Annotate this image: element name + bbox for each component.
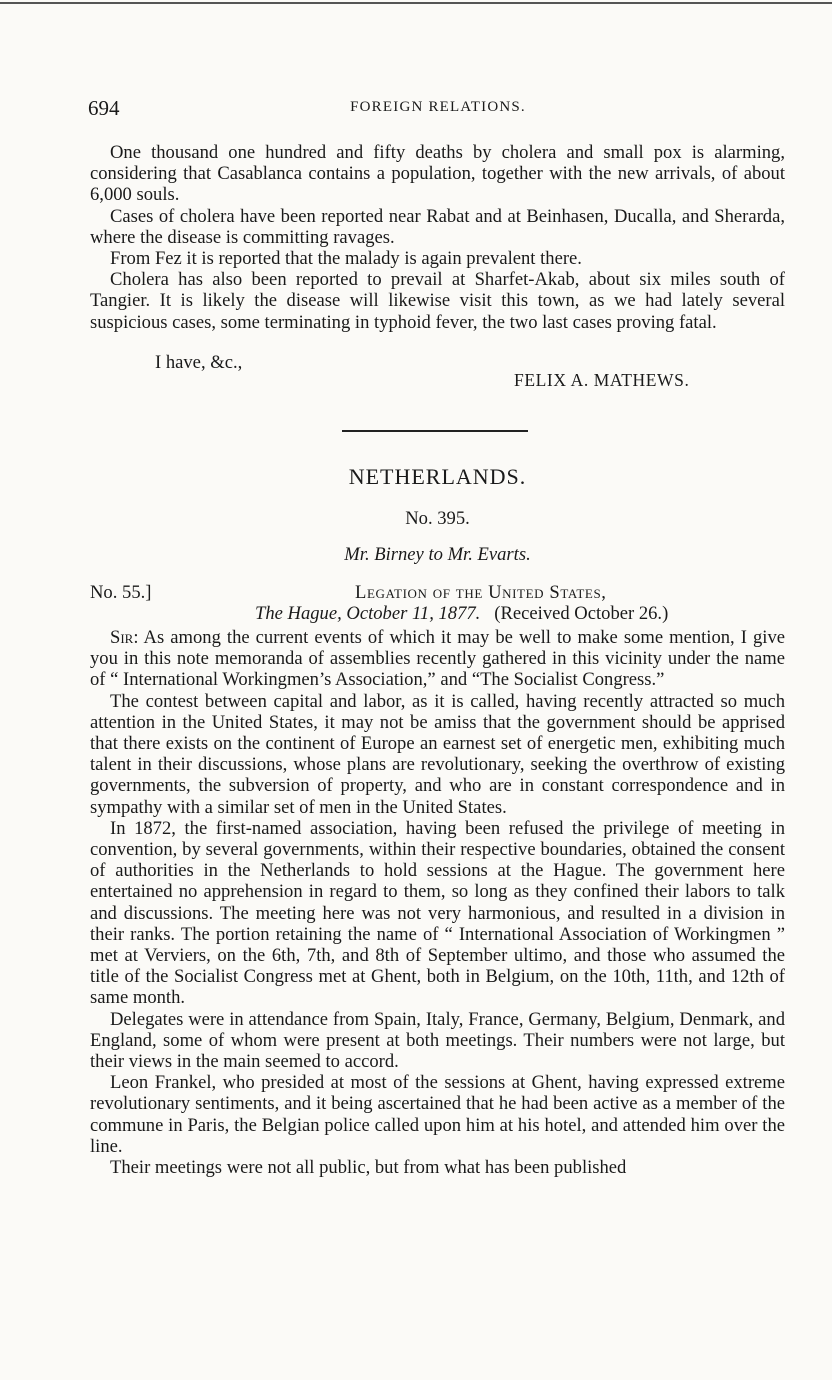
signature: FELIX A. MATHEWS. — [514, 370, 690, 390]
paragraph: The contest between capital and labor, as it is called, having recently attracted so much attention in the United States, it may not be amiss that the government should be apprised that there exists on the continent of Europe an earnest set of energetic men, exhibiting much talent in their discussions, whose plans are revolutionary, seeking the overthrow of existing governments, the subversion of property, and who are in constant correspondence and in sympathy with a similar set of men in the United States. — [90, 690, 785, 818]
paragraph: Cholera has also been reported to prevail at Sharfet-Akab, about six miles south of Tangier. It is likely the disease will likewise visit this town, as we had lately several suspicious cases, some terminating in typhoid fever, the two last cases proving fatal. — [90, 269, 785, 333]
section-title: NETHERLANDS. — [348, 464, 527, 489]
document-number: No. 395. — [405, 508, 470, 529]
document-heading: Mr. Birney to Mr. Evarts. — [344, 544, 531, 565]
paragraph: Delegates were in attendance from Spain, Italy, France, Germany, Belgium, Denmark, and England, some of whom were present at both meetings. Their numbers were not large, but their views in the main seemed to accord. — [90, 1008, 785, 1073]
letter-closing: I have, &c., — [155, 352, 243, 373]
paragraph: Leon Frankel, who presided at most of the sessions at Ghent, having expressed extreme revolutionary sentiments, and it being ascertained that he had been active as a member of the commune in Paris, the Belgian police called upon him at his hotel, and attended him over the line. — [90, 1072, 785, 1157]
top-border-rule — [0, 2, 832, 4]
paragraph: Cases of cholera have been reported near Rabat and at Beinhasen, Ducalla, and Sherarda, where the disease is committing ravages. — [90, 205, 785, 248]
paragraph: One thousand one hundred and fifty deaths by cholera and small pox is alarming, considering that Casablanca contains a population, together with the new arrivals, of about 6,000 souls. — [90, 142, 785, 206]
first-paragraph — [90, 627, 785, 691]
page-number: 694 — [88, 96, 120, 120]
running-head: FOREIGN RELATIONS. — [350, 99, 526, 115]
page-header — [88, 96, 788, 122]
paragraph: In 1872, the first-named association, having been refused the privilege of meeting in convention, by several governments, within their respective boundaries, obtained the consent of authorities in the Netherlands to hold sessions at the Hague. The government here entertained no apprehension in regard to them, so long as they confined their labors to talk and discussions. The meeting here was not very harmonious, and resulted in a division in their ranks. The portion retaining the name of “ International Association of Workingmen ” met at Verviers, on the 6th, 7th, and 8th of September ultimo, and those who assumed the title of the Socialist Congress met at Ghent, both in Belgium, on the 10th, 11th, and 12th of same month. — [90, 817, 785, 1009]
paragraph: From Fez it is reported that the malady is again prevalent there. — [110, 248, 582, 270]
legation-line: Legation of the United States, — [355, 582, 607, 603]
dispatch-body — [90, 627, 785, 1178]
date-line — [255, 603, 668, 625]
dispatch-number: No. 55.] — [90, 582, 152, 603]
salutation: Sir: — [110, 627, 139, 648]
paragraph: Their meetings were not all public, but from what has been published — [110, 1157, 627, 1179]
received-date: (Received October 26.) — [494, 603, 669, 624]
previous-letter-body — [90, 142, 785, 333]
first-paragraph-text: As among the current events of which it may be well to make some mention, I give you in this note memoranda of assemblies recently gathered in this vicinity under the name of “ International Workingmen’s Association,” and “The Socialist Congress.” — [90, 627, 785, 691]
section-divider — [342, 430, 528, 432]
place-date: The Hague, October 11, 1877. — [255, 603, 481, 624]
